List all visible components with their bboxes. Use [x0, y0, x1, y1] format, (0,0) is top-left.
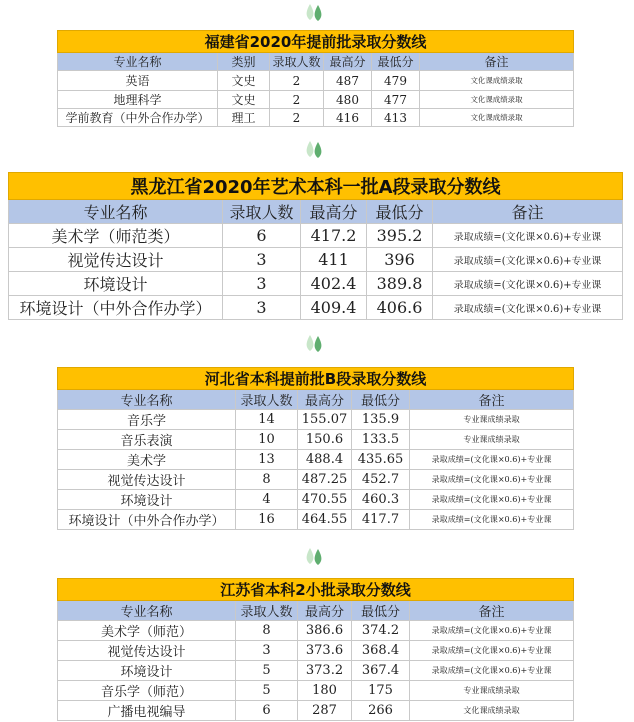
min-score-cell: 460.3 [352, 490, 410, 510]
count-cell: 2 [270, 91, 324, 109]
water-drop-icon [304, 333, 326, 353]
header-cell: 专业名称 [58, 601, 236, 621]
count-cell: 5 [236, 681, 298, 701]
hebei-score-table [57, 367, 574, 530]
header-cell: 录取人数 [236, 601, 298, 621]
max-score-cell: 411 [301, 248, 367, 272]
note-cell: 录取成绩=(文化课×0.6)+专业课 [410, 661, 574, 681]
min-score-cell: 477 [372, 91, 420, 109]
max-score-cell: 402.4 [301, 272, 367, 296]
max-score-cell: 150.6 [298, 430, 352, 450]
min-score-cell: 435.65 [352, 450, 410, 470]
min-score-cell: 266 [352, 701, 410, 721]
count-cell: 6 [223, 224, 301, 248]
header-cell: 最高分 [324, 53, 372, 71]
table-row [58, 621, 574, 641]
header-cell: 类别 [218, 53, 270, 71]
major-cell: 视觉传达设计 [9, 248, 223, 272]
major-cell: 美术学 [58, 450, 236, 470]
major-cell: 环境设计（中外合作办学） [9, 296, 223, 320]
count-cell: 10 [236, 430, 298, 450]
min-score-cell: 413 [372, 109, 420, 127]
header-cell: 最低分 [352, 601, 410, 621]
note-cell: 录取成绩=(文化课×0.6)+专业课 [410, 470, 574, 490]
header-cell: 最低分 [352, 390, 410, 410]
min-score-cell: 135.9 [352, 410, 410, 430]
note-cell: 录取成绩=(文化课×0.6)+专业课 [410, 641, 574, 661]
max-score-cell: 488.4 [298, 450, 352, 470]
note-cell: 录取成绩=(文化课×0.6)+专业课 [433, 296, 623, 320]
note-cell: 录取成绩=(文化课×0.6)+专业课 [410, 450, 574, 470]
count-cell: 8 [236, 470, 298, 490]
table-title: 江苏省本科2小批录取分数线 [58, 579, 574, 601]
max-score-cell: 180 [298, 681, 352, 701]
major-cell: 美术学（师范） [58, 621, 236, 641]
major-cell: 美术学（师范类） [9, 224, 223, 248]
min-score-cell: 396 [367, 248, 433, 272]
header-cell: 备注 [410, 390, 574, 410]
count-cell: 3 [223, 272, 301, 296]
count-cell: 3 [236, 641, 298, 661]
count-cell: 8 [236, 621, 298, 641]
count-cell: 2 [270, 109, 324, 127]
min-score-cell: 395.2 [367, 224, 433, 248]
header-cell: 最高分 [298, 601, 352, 621]
table-row [58, 681, 574, 701]
table-row [58, 641, 574, 661]
count-cell: 5 [236, 661, 298, 681]
major-cell: 视觉传达设计 [58, 470, 236, 490]
jiangsu-score-table [57, 578, 574, 721]
table-row [58, 410, 574, 430]
category-cell: 文史 [218, 71, 270, 91]
header-cell: 最低分 [367, 200, 433, 224]
count-cell: 3 [223, 296, 301, 320]
note-cell: 录取成绩=(文化课×0.6)+专业课 [410, 490, 574, 510]
table-row [58, 91, 574, 109]
max-score-cell: 373.6 [298, 641, 352, 661]
category-cell: 文史 [218, 91, 270, 109]
category-cell: 理工 [218, 109, 270, 127]
note-cell: 文化课成绩录取 [420, 71, 574, 91]
note-cell: 专业课成绩录取 [410, 410, 574, 430]
min-score-cell: 417.7 [352, 510, 410, 530]
table-title: 河北省本科提前批B段录取分数线 [58, 368, 574, 390]
min-score-cell: 406.6 [367, 296, 433, 320]
water-drop-icon [304, 546, 326, 566]
count-cell: 16 [236, 510, 298, 530]
note-cell: 专业课成绩录取 [410, 430, 574, 450]
water-drop-icon [304, 2, 326, 22]
table-row [9, 272, 623, 296]
note-cell: 录取成绩=(文化课×0.6)+专业课 [410, 510, 574, 530]
major-cell: 环境设计 [9, 272, 223, 296]
max-score-cell: 480 [324, 91, 372, 109]
fujian-score-table [57, 30, 574, 127]
max-score-cell: 417.2 [301, 224, 367, 248]
table-row [58, 701, 574, 721]
table-row [58, 109, 574, 127]
max-score-cell: 416 [324, 109, 372, 127]
table-row [58, 661, 574, 681]
major-cell: 音乐学（师范） [58, 681, 236, 701]
max-score-cell: 409.4 [301, 296, 367, 320]
table-title: 黑龙江省2020年艺术本科一批A段录取分数线 [9, 173, 623, 200]
major-cell: 音乐表演 [58, 430, 236, 450]
min-score-cell: 133.5 [352, 430, 410, 450]
header-cell: 专业名称 [58, 390, 236, 410]
note-cell: 文化课成绩录取 [420, 91, 574, 109]
header-cell: 专业名称 [9, 200, 223, 224]
table-row [58, 450, 574, 470]
note-cell: 录取成绩=(文化课×0.6)+专业课 [433, 272, 623, 296]
count-cell: 6 [236, 701, 298, 721]
heilongjiang-score-table [8, 172, 623, 320]
major-cell: 地理科学 [58, 91, 218, 109]
header-cell: 备注 [433, 200, 623, 224]
header-cell: 录取人数 [223, 200, 301, 224]
max-score-cell: 155.07 [298, 410, 352, 430]
table-title: 福建省2020年提前批录取分数线 [58, 31, 574, 53]
table-row [58, 71, 574, 91]
header-cell: 备注 [420, 53, 574, 71]
major-cell: 环境设计（中外合作办学） [58, 510, 236, 530]
min-score-cell: 452.7 [352, 470, 410, 490]
major-cell: 英语 [58, 71, 218, 91]
note-cell: 专业课成绩录取 [410, 681, 574, 701]
header-cell: 录取人数 [236, 390, 298, 410]
note-cell: 文化课成绩录取 [410, 701, 574, 721]
min-score-cell: 175 [352, 681, 410, 701]
max-score-cell: 386.6 [298, 621, 352, 641]
header-cell: 最低分 [372, 53, 420, 71]
table-row [58, 430, 574, 450]
major-cell: 音乐学 [58, 410, 236, 430]
max-score-cell: 464.55 [298, 510, 352, 530]
count-cell: 2 [270, 71, 324, 91]
header-cell: 最高分 [298, 390, 352, 410]
count-cell: 4 [236, 490, 298, 510]
header-cell: 备注 [410, 601, 574, 621]
min-score-cell: 389.8 [367, 272, 433, 296]
note-cell: 录取成绩=(文化课×0.6)+专业课 [433, 224, 623, 248]
note-cell: 录取成绩=(文化课×0.6)+专业课 [410, 621, 574, 641]
note-cell: 文化课成绩录取 [420, 109, 574, 127]
min-score-cell: 367.4 [352, 661, 410, 681]
major-cell: 环境设计 [58, 490, 236, 510]
count-cell: 13 [236, 450, 298, 470]
max-score-cell: 470.55 [298, 490, 352, 510]
major-cell: 视觉传达设计 [58, 641, 236, 661]
count-cell: 3 [223, 248, 301, 272]
table-row [9, 296, 623, 320]
table-row [9, 224, 623, 248]
min-score-cell: 368.4 [352, 641, 410, 661]
header-cell: 最高分 [301, 200, 367, 224]
major-cell: 广播电视编导 [58, 701, 236, 721]
max-score-cell: 373.2 [298, 661, 352, 681]
table-row [58, 490, 574, 510]
table-row [58, 510, 574, 530]
max-score-cell: 487 [324, 71, 372, 91]
table-row [58, 470, 574, 490]
table-row [9, 248, 623, 272]
min-score-cell: 479 [372, 71, 420, 91]
header-cell: 录取人数 [270, 53, 324, 71]
header-cell: 专业名称 [58, 53, 218, 71]
major-cell: 环境设计 [58, 661, 236, 681]
water-drop-icon [304, 139, 326, 159]
count-cell: 14 [236, 410, 298, 430]
min-score-cell: 374.2 [352, 621, 410, 641]
note-cell: 录取成绩=(文化课×0.6)+专业课 [433, 248, 623, 272]
major-cell: 学前教育（中外合作办学） [58, 109, 218, 127]
max-score-cell: 487.25 [298, 470, 352, 490]
max-score-cell: 287 [298, 701, 352, 721]
